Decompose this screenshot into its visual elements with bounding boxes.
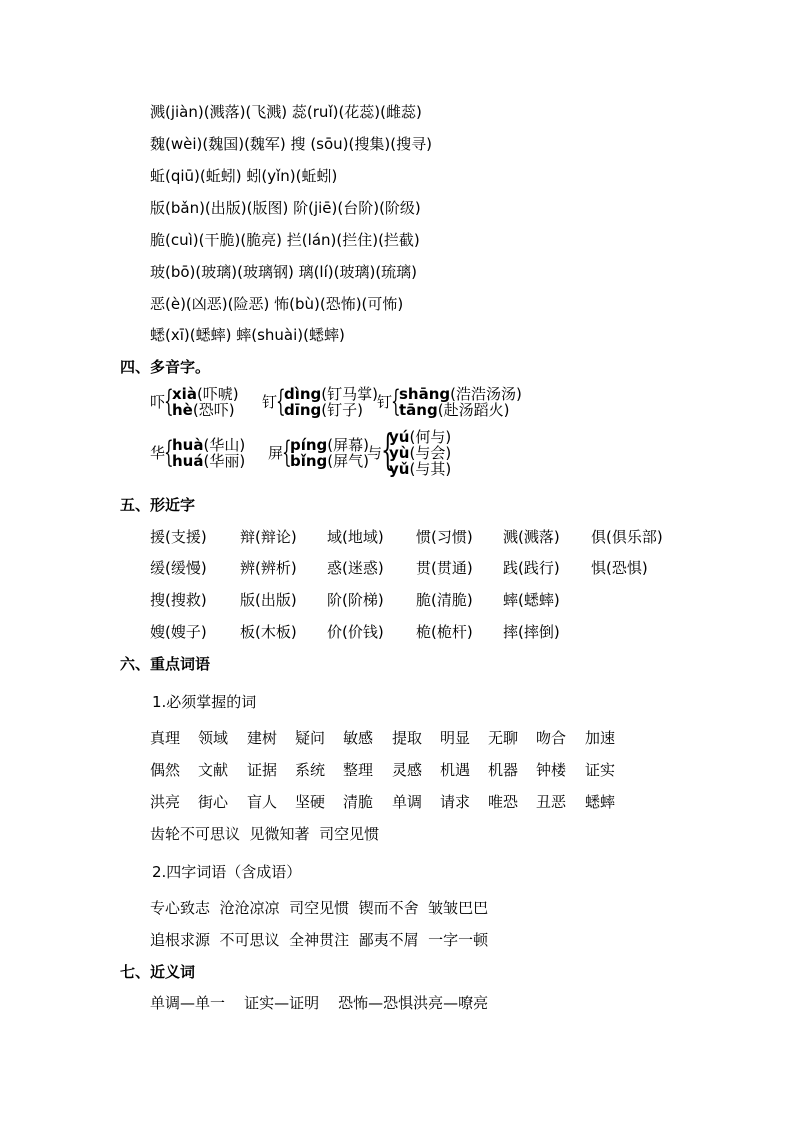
brace-icon: { bbox=[164, 435, 174, 470]
similar-char-item: 辨(辨析) bbox=[240, 559, 297, 577]
section-heading: 四、多音字。 bbox=[120, 358, 211, 376]
word: (华丽) bbox=[203, 452, 246, 470]
word-item: 敏感 bbox=[343, 729, 374, 747]
polyphone-char: 钉 bbox=[262, 393, 278, 411]
section-heading: 五、形近字 bbox=[120, 496, 196, 514]
pinyin: huá bbox=[172, 452, 204, 470]
similar-char-item: 版(出版) bbox=[240, 591, 297, 609]
char-line: 恶(è)(凶恶)(险恶) 怖(bù)(恐怖)(可怖) bbox=[150, 295, 404, 313]
char-line: 版(bǎn)(出版)(版图) 阶(jiē)(台阶)(阶级) bbox=[150, 199, 421, 217]
similar-chars-row bbox=[150, 558, 710, 578]
word: (浩浩汤汤) bbox=[450, 385, 522, 403]
similar-char-item: 脆(清脆) bbox=[416, 591, 473, 609]
pinyin: dīng bbox=[284, 401, 322, 419]
word-item: 单调 bbox=[392, 793, 423, 811]
similar-char-item: 摔(摔倒) bbox=[503, 623, 560, 641]
similar-char-item: 溅(溅落) bbox=[503, 528, 560, 546]
char-line: 玻(bō)(玻璃)(玻璃钢) 璃(lí)(玻璃)(琉璃) bbox=[150, 263, 418, 281]
word-item: 明显 bbox=[440, 729, 471, 747]
word-item: 整理 bbox=[343, 761, 374, 779]
polyphone-group bbox=[367, 425, 467, 479]
word-item: 丑恶 bbox=[536, 793, 567, 811]
word-item: 无聊 bbox=[488, 729, 519, 747]
word-item: 坚硬 bbox=[295, 793, 326, 811]
char-line: 脆(cuì)(干脆)(脆亮) 拦(lán)(拦住)(拦截) bbox=[150, 231, 420, 249]
idioms-line: 专心致志 沧沧凉凉 司空见惯 锲而不舍 皱皱巴巴 bbox=[150, 899, 489, 917]
word-item: 街心 bbox=[198, 793, 229, 811]
word-item: 加速 bbox=[585, 729, 616, 747]
word-item: 盲人 bbox=[247, 793, 278, 811]
word-item: 文献 bbox=[198, 761, 229, 779]
word-item: 机遇 bbox=[440, 761, 471, 779]
polyphone-group bbox=[268, 437, 368, 473]
word-item: 清脆 bbox=[343, 793, 374, 811]
char-line: 蚯(qiū)(蚯蚓) 蚓(yǐn)(蚯蚓) bbox=[150, 167, 338, 185]
similar-char-item: 域(地域) bbox=[327, 528, 384, 546]
pinyin: xià bbox=[172, 385, 197, 403]
polyphone-char: 华 bbox=[150, 444, 166, 462]
section-heading: 七、近义词 bbox=[120, 963, 196, 981]
pinyin: yù bbox=[389, 444, 410, 462]
similar-char-item: 俱(俱乐部) bbox=[591, 528, 663, 546]
word: (华山) bbox=[203, 436, 246, 454]
words-row bbox=[150, 792, 650, 812]
subsection-title: 2.四字词语（含成语） bbox=[152, 863, 302, 881]
pinyin: yú bbox=[389, 428, 410, 446]
similar-char-item: 板(木板) bbox=[240, 623, 297, 641]
similar-char-item: 践(践行) bbox=[503, 559, 560, 577]
word-item: 证实 bbox=[585, 761, 616, 779]
char-line: 溅(jiàn)(溅落)(飞溅) 蕊(ruǐ)(花蕊)(雌蕊) bbox=[150, 103, 422, 121]
word-item: 建树 bbox=[247, 729, 278, 747]
pinyin: tāng bbox=[399, 401, 438, 419]
brace-icon: { bbox=[164, 384, 174, 419]
polyphone-group bbox=[150, 437, 250, 473]
word-item: 偶然 bbox=[150, 761, 181, 779]
pinyin: hè bbox=[172, 401, 193, 419]
word-item: 蟋蟀 bbox=[585, 793, 616, 811]
word: (吓唬) bbox=[196, 385, 239, 403]
brace-icon: { bbox=[381, 425, 395, 474]
word-item: 钟楼 bbox=[536, 761, 567, 779]
word-item: 机器 bbox=[488, 761, 519, 779]
word: (何与) bbox=[409, 428, 452, 446]
similar-char-item: 惧(恐惧) bbox=[591, 559, 648, 577]
word-item: 证据 bbox=[247, 761, 278, 779]
char-line: 魏(wèi)(魏国)(魏军) 搜 (sōu)(搜集)(搜寻) bbox=[150, 135, 432, 153]
brace-icon: { bbox=[282, 435, 292, 470]
word-item: 系统 bbox=[295, 761, 326, 779]
similar-char-item: 嫂(嫂子) bbox=[150, 623, 207, 641]
word: (与其) bbox=[409, 460, 452, 478]
pinyin: shāng bbox=[399, 385, 451, 403]
word-item: 洪亮 bbox=[150, 793, 181, 811]
pinyin: dìng bbox=[284, 385, 322, 403]
word: (与会) bbox=[409, 444, 452, 462]
similar-char-item: 缓(缓慢) bbox=[150, 559, 207, 577]
word-item: 领域 bbox=[198, 729, 229, 747]
char-line: 蟋(xī)(蟋蟀) 蟀(shuài)(蟋蟀) bbox=[150, 326, 345, 344]
polyphone-char: 钉 bbox=[377, 393, 393, 411]
similar-char-item: 辩(辩论) bbox=[240, 528, 297, 546]
similar-char-item: 援(支援) bbox=[150, 528, 207, 546]
polyphone-char: 吓 bbox=[150, 393, 166, 411]
word-item: 唯恐 bbox=[488, 793, 519, 811]
similar-chars-row bbox=[150, 527, 710, 547]
word-item: 真理 bbox=[150, 729, 181, 747]
words-line: 齿轮不可思议 见微知著 司空见惯 bbox=[150, 825, 380, 843]
words-row bbox=[150, 728, 650, 748]
similar-char-item: 蟀(蟋蟀) bbox=[503, 591, 560, 609]
similar-char-item: 贯(贯通) bbox=[416, 559, 473, 577]
pinyin: píng bbox=[290, 436, 328, 454]
polyphone-group bbox=[262, 386, 377, 422]
section-heading: 六、重点词语 bbox=[120, 655, 211, 673]
word: (钉马掌) bbox=[321, 385, 379, 403]
similar-char-item: 惯(习惯) bbox=[416, 528, 473, 546]
polyphone-group bbox=[377, 386, 537, 422]
similar-char-item: 惑(迷惑) bbox=[327, 559, 384, 577]
idioms-line: 追根求源 不可思议 全神贯注 鄙夷不屑 一字一顿 bbox=[150, 931, 489, 949]
brace-icon: { bbox=[391, 384, 401, 419]
word: (屏气) bbox=[327, 452, 370, 470]
synonyms-line: 单调—单一 证实—证明 恐怖—恐惧洪亮—嘹亮 bbox=[150, 994, 489, 1012]
similar-char-item: 价(价钱) bbox=[327, 623, 384, 641]
word-item: 请求 bbox=[440, 793, 471, 811]
similar-chars-row bbox=[150, 590, 710, 610]
pinyin: bǐng bbox=[290, 452, 328, 470]
similar-char-item: 阶(阶梯) bbox=[327, 591, 384, 609]
word-item: 灵感 bbox=[392, 761, 423, 779]
subsection-title: 1.必须掌握的词 bbox=[152, 693, 257, 711]
word: (恐吓) bbox=[192, 401, 235, 419]
word: (钉子) bbox=[321, 401, 364, 419]
word: (赴汤蹈火) bbox=[437, 401, 510, 419]
brace-icon: { bbox=[276, 384, 286, 419]
word-item: 疑问 bbox=[295, 729, 326, 747]
word-item: 吻合 bbox=[536, 729, 567, 747]
similar-char-item: 桅(桅杆) bbox=[416, 623, 473, 641]
pinyin: yǔ bbox=[389, 460, 410, 478]
polyphone-char: 与 bbox=[367, 444, 383, 462]
similar-chars-row bbox=[150, 622, 710, 642]
word: (屏幕) bbox=[327, 436, 370, 454]
polyphone-char: 屏 bbox=[268, 444, 284, 462]
words-row bbox=[150, 760, 650, 780]
similar-char-item: 搜(搜救) bbox=[150, 591, 207, 609]
word-item: 提取 bbox=[392, 729, 423, 747]
pinyin: huà bbox=[172, 436, 204, 454]
polyphone-group bbox=[150, 386, 250, 422]
